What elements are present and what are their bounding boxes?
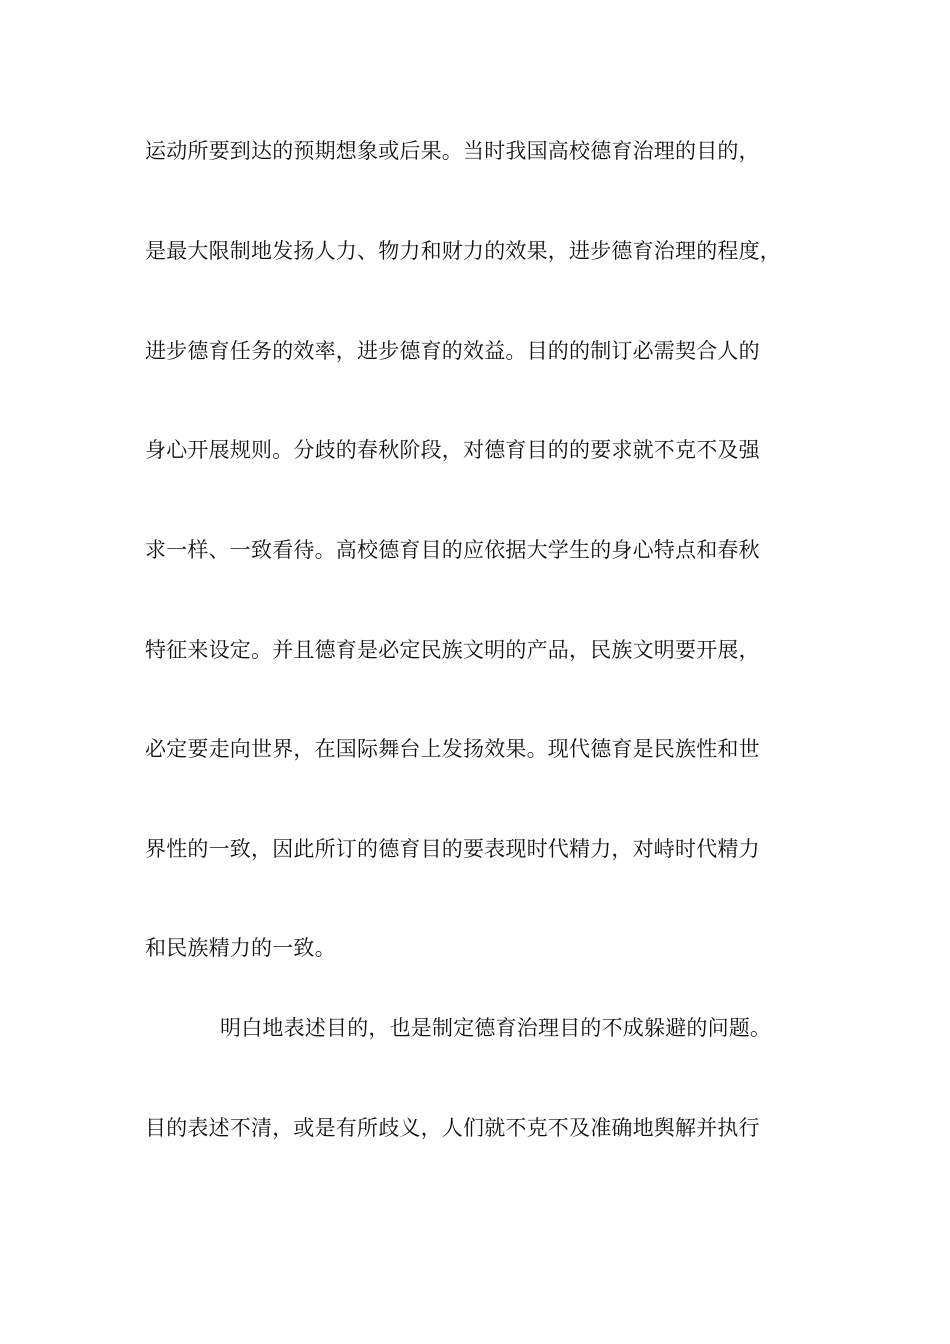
paragraph-line-5: 求一样、一致看待。高校德育目的应依据大学生的身心特点和春秋 [145, 538, 760, 562]
paragraph-line-11: 目的表述不清，或是有所歧义，人们就不克不及准确地舆解并执行 [145, 1116, 760, 1140]
paragraph-line-8: 界性的一致，因此所订的德育目的要表现时代精力，对峙时代精力 [145, 837, 760, 861]
paragraph-line-9: 和民族精力的一致。 [145, 936, 336, 960]
paragraph-line-4: 身心开展规则。分歧的春秋阶段，对德育目的的要求就不克不及强 [145, 438, 760, 462]
paragraph-line-1: 运动所要到达的预期想象或后果。当时我国高校德育治理的目的， [145, 139, 760, 163]
paragraph-line-7: 必定要走向世界，在国际舞台上发扬效果。现代德育是民族性和世 [145, 737, 760, 761]
paragraph-line-2: 是最大限制地发扬人力、物力和财力的效果，进步德育治理的程度， [145, 239, 781, 263]
paragraph-line-10: 明白地表述目的，也是制定德育治理目的不成躲避的问题。 [220, 1016, 772, 1040]
paragraph-line-6: 特征来设定。并且德育是必定民族文明的产品，民族文明要开展， [145, 638, 760, 662]
paragraph-line-3: 进步德育任务的效率，进步德育的效益。目的的制订必需契合人的 [145, 339, 760, 363]
